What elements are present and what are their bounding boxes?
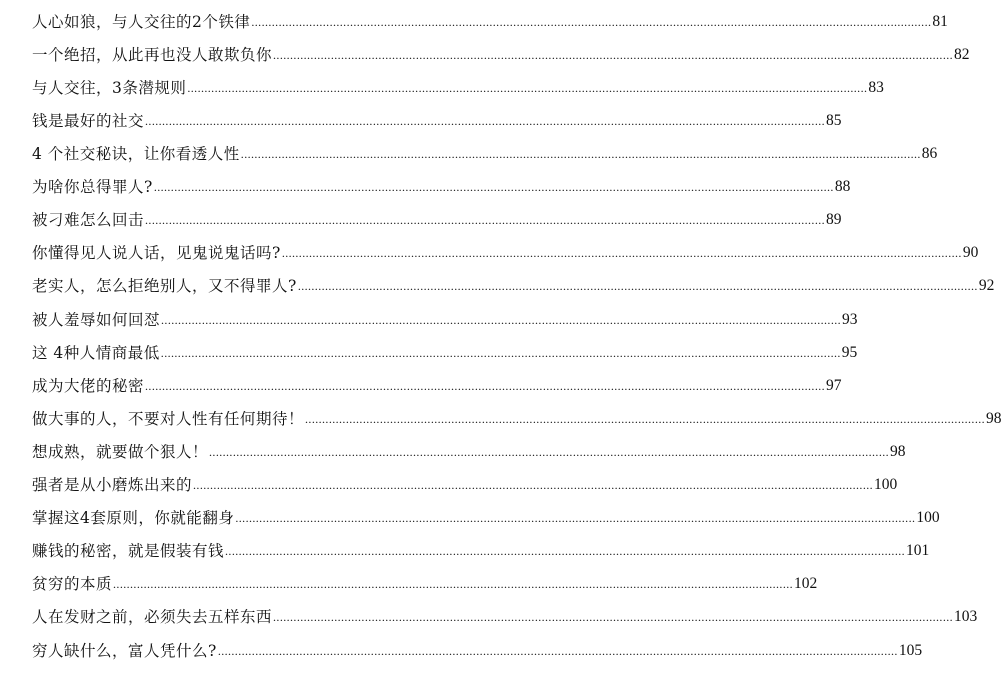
toc-leader-dots: ........................................................................................................................................................................................................ xyxy=(145,379,826,393)
toc-entry-page: 102 xyxy=(794,575,818,592)
toc-leader-dots: ........................................................................................................................................................................................................ xyxy=(240,147,921,161)
toc-entry-page: 81 xyxy=(932,13,948,30)
toc-leader-dots: ........................................................................................................................................................................................................ xyxy=(193,478,874,492)
toc-leader-dots: ........................................................................................................................................................................................................ xyxy=(305,412,986,426)
toc-entry-title: 钱是最好的社交 xyxy=(32,112,145,130)
toc-entry-title: 成为大佬的秘密 xyxy=(32,377,145,395)
toc-entry[interactable] xyxy=(32,306,858,330)
toc-entry-title: 一个绝招，从此再也没人敢欺负你 xyxy=(32,46,273,64)
toc-entry-title: 做大事的人，不要对人性有任何期待！ xyxy=(32,410,305,428)
toc-entry[interactable] xyxy=(32,603,978,627)
toc-entry-title: 赚钱的秘密，就是假装有钱 xyxy=(32,542,225,560)
toc-entry-title: 与人交往，3条潜规则 xyxy=(32,79,187,97)
toc-entry-title: 为啥你总得罪人? xyxy=(32,178,153,196)
toc-entry-title: 穷人缺什么，富人凭什么? xyxy=(32,642,217,660)
toc-entry-page: 95 xyxy=(841,344,858,361)
toc-entry-title: 强者是从小磨炼出来的 xyxy=(32,476,193,494)
toc-entry-title: 这 4种人情商最低 xyxy=(32,344,160,362)
toc-leader-dots: ........................................................................................................................................................................................................ xyxy=(153,180,834,194)
toc-entry-title: 掌握这4套原则，你就能翻身 xyxy=(32,509,235,527)
toc-entry[interactable] xyxy=(32,272,995,296)
toc-entry[interactable] xyxy=(32,471,898,495)
toc-entry-title: 被刁难怎么回击 xyxy=(32,211,145,229)
toc-entry-page: 90 xyxy=(962,244,979,261)
toc-entry[interactable] xyxy=(32,239,979,263)
toc-entry[interactable] xyxy=(32,537,930,561)
toc-leader-dots: ........................................................................................................................................................................................................ xyxy=(160,346,841,360)
toc-entry[interactable] xyxy=(32,504,940,528)
toc-entry-page: 98 xyxy=(890,443,906,460)
toc-entry-page: 103 xyxy=(954,608,978,625)
toc-leader-dots: ........................................................................................................................................................................................................ xyxy=(273,610,954,624)
toc-entry-title: 想成熟，就要做个狠人！ xyxy=(32,443,209,461)
toc-leader-dots: ........................................................................................................................................................................................................ xyxy=(297,279,978,293)
toc-entry-page: 88 xyxy=(834,178,851,195)
toc-leader-dots: ........................................................................................................................................................................................................ xyxy=(235,511,916,525)
toc-entry-title: 被人羞辱如何回怼 xyxy=(32,311,161,329)
toc-entry-page: 105 xyxy=(898,642,923,659)
toc-leader-dots: ........................................................................................................................................................................................................ xyxy=(281,246,962,260)
toc-entry[interactable] xyxy=(32,372,842,396)
toc-entry-title: 4 个社交秘诀，让你看透人性 xyxy=(32,145,240,163)
toc-entry-title: 贫穷的本质 xyxy=(32,575,113,593)
toc-leader-dots: ........................................................................................................................................................................................................ xyxy=(145,213,826,227)
toc-entry-title: 老实人，怎么拒绝别人，又不得罪人? xyxy=(32,277,297,295)
toc-leader-dots: ........................................................................................................................................................................................................ xyxy=(217,644,898,658)
toc-entry-page: 92 xyxy=(978,277,995,294)
toc-entry[interactable] xyxy=(32,339,858,363)
toc-entry-page: 101 xyxy=(906,542,930,559)
toc-entry[interactable] xyxy=(32,41,970,65)
toc-entry-page: 85 xyxy=(826,112,842,129)
toc-entry[interactable] xyxy=(32,74,884,98)
toc-leader-dots: ........................................................................................................................................................................................................ xyxy=(273,48,954,62)
toc-entry-page: 98 xyxy=(986,410,1002,427)
toc-leader-dots: ........................................................................................................................................................................................................ xyxy=(209,445,890,459)
toc-entry[interactable] xyxy=(32,438,906,462)
toc-entry[interactable] xyxy=(32,107,842,131)
toc-entry-title: 你懂得见人说人话，见鬼说鬼话吗? xyxy=(32,244,281,262)
toc-leader-dots: ........................................................................................................................................................................................................ xyxy=(145,114,826,128)
toc-entry-title: 人在发财之前，必须失去五样东西 xyxy=(32,608,273,626)
toc-entry[interactable] xyxy=(32,140,938,164)
toc-entry[interactable] xyxy=(32,570,818,594)
toc-entry[interactable] xyxy=(32,405,1002,429)
toc-entry[interactable] xyxy=(32,8,948,32)
toc-leader-dots: ........................................................................................................................................................................................................ xyxy=(113,577,794,591)
toc-leader-dots: ........................................................................................................................................................................................................ xyxy=(187,81,868,95)
toc-entry-page: 100 xyxy=(916,509,940,526)
toc-entry-page: 100 xyxy=(874,476,898,493)
toc-leader-dots: ........................................................................................................................................................................................................ xyxy=(251,15,932,29)
toc-leader-dots: ........................................................................................................................................................................................................ xyxy=(225,544,906,558)
toc-entry-page: 82 xyxy=(954,46,970,63)
toc-entry-page: 89 xyxy=(826,211,842,228)
toc-entry[interactable] xyxy=(32,173,851,197)
toc-entry-page: 86 xyxy=(921,145,938,162)
toc-leader-dots: ........................................................................................................................................................................................................ xyxy=(161,313,842,327)
toc-entry[interactable] xyxy=(32,637,923,661)
toc-entry-page: 93 xyxy=(842,311,858,328)
toc-entry-page: 83 xyxy=(868,79,884,96)
toc-entry-title: 人心如狼，与人交往的2个铁律 xyxy=(32,13,251,31)
toc-entry-page: 97 xyxy=(826,377,842,394)
toc-entry[interactable] xyxy=(32,206,842,230)
